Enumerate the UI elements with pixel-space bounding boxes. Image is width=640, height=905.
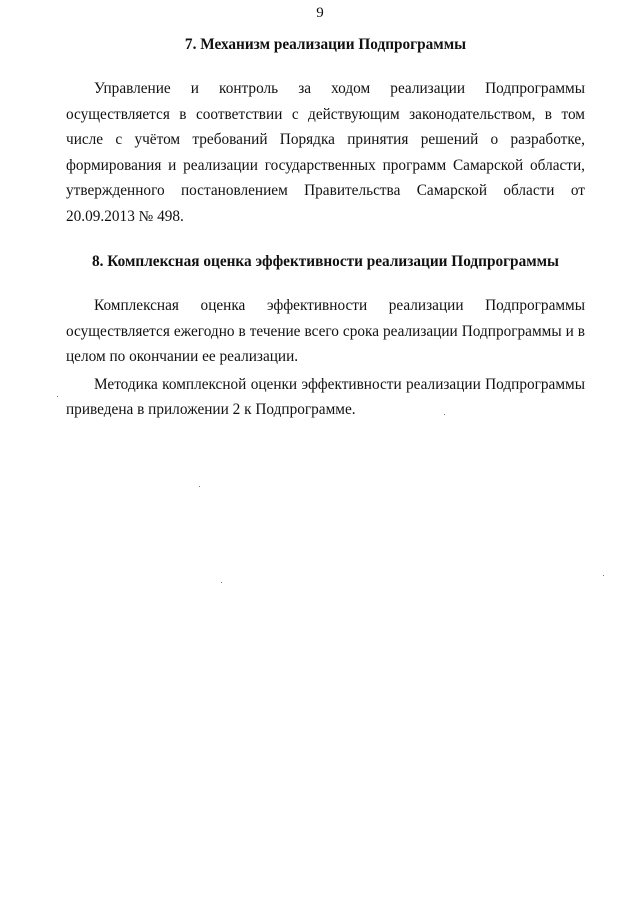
- scan-speck: [199, 486, 200, 487]
- scan-speck: [603, 575, 604, 576]
- section-7-paragraph: Управление и контроль за ходом реализации Подпрограммы осуществляется в соответствии с действующим законодательством, в том числе с учётом требований Порядка принятия решений о разработке, формирования и реализации государственных программ Самарской области, утвержденного постановлением Правительства Самарской области от 20.09.2013 № 498.: [66, 80, 585, 225]
- section-7-heading: 7. Механизм реализации Подпрограммы: [184, 36, 467, 53]
- page-number: 9: [316, 5, 324, 21]
- section-8-heading: 8. Комплексная оценка эффективности реализации Подпрограммы: [91, 253, 559, 270]
- scan-speck: [221, 582, 222, 583]
- scan-speck: [444, 414, 445, 415]
- section-8-paragraph-1: Комплексная оценка эффективности реализации Подпрограммы осуществляется ежегодно в течение всего срока реализации Подпрограммы и в целом по окончании ее реализации.: [66, 297, 585, 365]
- section-8-paragraph-2: Методика комплексной оценки эффективности реализации Подпрограммы приведена в приложении 2 к Подпрограмме.: [66, 375, 585, 418]
- document-body: [66, 34, 585, 423]
- scan-speck: [57, 396, 58, 397]
